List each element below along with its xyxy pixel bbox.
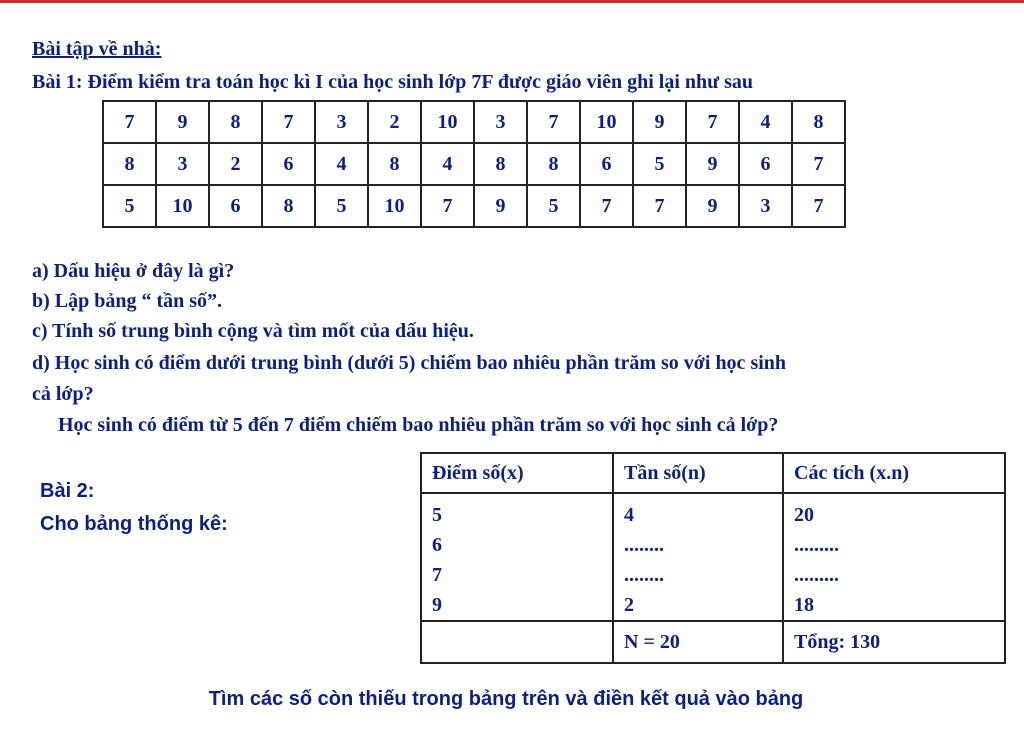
score-cell: 6 <box>262 143 315 185</box>
question-c: c) Tính số trung bình cộng và tìm mốt của dấu hiệu. <box>32 320 474 342</box>
score-cell: 8 <box>368 143 421 185</box>
score-cell: 7 <box>633 185 686 227</box>
n-value-blank: ........ <box>624 564 664 586</box>
score-cell: 3 <box>474 101 527 143</box>
score-cell: 10 <box>368 185 421 227</box>
scores-row <box>103 143 845 185</box>
xn-values-cell <box>783 493 1005 621</box>
xn-value-blank: ......... <box>794 534 839 556</box>
score-cell: 7 <box>580 185 633 227</box>
x-values-cell <box>421 493 613 621</box>
total-empty-cell <box>421 621 613 663</box>
x-value: 5 <box>432 504 442 526</box>
question-b: b) Lập bảng “ tần số”. <box>32 290 223 312</box>
x-value: 9 <box>432 594 442 616</box>
score-cell: 7 <box>686 101 739 143</box>
score-cell: 2 <box>209 143 262 185</box>
scores-row <box>103 185 845 227</box>
xn-value: 20 <box>794 504 814 526</box>
question-d-line3: Học sinh có điểm từ 5 đến 7 điểm chiếm bao nhiêu phần trăm so với học sinh cả lớp? <box>58 414 779 436</box>
score-cell: 2 <box>368 101 421 143</box>
score-cell: 8 <box>792 101 845 143</box>
header-xn: Các tích (x.n) <box>783 453 1005 493</box>
xn-value: 18 <box>794 594 814 616</box>
score-cell: 8 <box>527 143 580 185</box>
score-cell: 9 <box>686 143 739 185</box>
score-cell: 3 <box>156 143 209 185</box>
bai2-prompt: Cho bảng thống kê: <box>40 513 228 535</box>
question-d-line2: cả lớp? <box>32 383 94 405</box>
total-xn: Tổng: 130 <box>783 621 1005 663</box>
header-x: Điểm số(x) <box>421 453 613 493</box>
score-cell: 4 <box>739 101 792 143</box>
frequency-table <box>420 452 1006 664</box>
n-value-blank: ........ <box>624 534 664 556</box>
score-cell: 10 <box>421 101 474 143</box>
x-value: 7 <box>432 564 442 586</box>
score-cell: 10 <box>580 101 633 143</box>
question-a: a) Dấu hiệu ở đây là gì? <box>32 260 235 282</box>
top-accent-bar <box>0 0 1024 3</box>
n-values-cell <box>613 493 783 621</box>
xn-value-blank: ......... <box>794 564 839 586</box>
scores-table <box>102 100 846 228</box>
header-n: Tần số(n) <box>613 453 783 493</box>
score-cell: 3 <box>315 101 368 143</box>
score-cell: 5 <box>103 185 156 227</box>
score-cell: 6 <box>739 143 792 185</box>
page-title: Bài tập về nhà: <box>32 38 162 60</box>
score-cell: 3 <box>739 185 792 227</box>
score-cell: 5 <box>315 185 368 227</box>
score-cell: 9 <box>156 101 209 143</box>
score-cell: 7 <box>103 101 156 143</box>
total-n: N = 20 <box>613 621 783 663</box>
score-cell: 7 <box>527 101 580 143</box>
scores-row <box>103 101 845 143</box>
score-cell: 6 <box>209 185 262 227</box>
question-d-line1: d) Học sinh có điểm dưới trung bình (dưới 5) chiếm bao nhiêu phần trăm so với học sinh <box>32 352 787 374</box>
score-cell: 9 <box>474 185 527 227</box>
score-cell: 10 <box>156 185 209 227</box>
score-cell: 8 <box>103 143 156 185</box>
score-cell: 7 <box>421 185 474 227</box>
score-cell: 9 <box>633 101 686 143</box>
score-cell: 8 <box>474 143 527 185</box>
bai2-instruction: Tìm các số còn thiếu trong bảng trên và điền kết quả vào bảng <box>208 688 804 710</box>
x-value: 6 <box>432 534 442 556</box>
bai2-label: Bài 2: <box>40 480 95 502</box>
bai1-intro: Bài 1: Điểm kiểm tra toán học kì I của học sinh lớp 7F được giáo viên ghi lại như sau <box>32 71 754 93</box>
score-cell: 5 <box>633 143 686 185</box>
score-cell: 4 <box>421 143 474 185</box>
score-cell: 8 <box>262 185 315 227</box>
score-cell: 7 <box>792 143 845 185</box>
score-cell: 4 <box>315 143 368 185</box>
score-cell: 9 <box>686 185 739 227</box>
score-cell: 5 <box>527 185 580 227</box>
score-cell: 6 <box>580 143 633 185</box>
score-cell: 7 <box>262 101 315 143</box>
score-cell: 8 <box>209 101 262 143</box>
score-cell: 7 <box>792 185 845 227</box>
n-value: 2 <box>624 594 634 616</box>
n-value: 4 <box>624 504 634 526</box>
